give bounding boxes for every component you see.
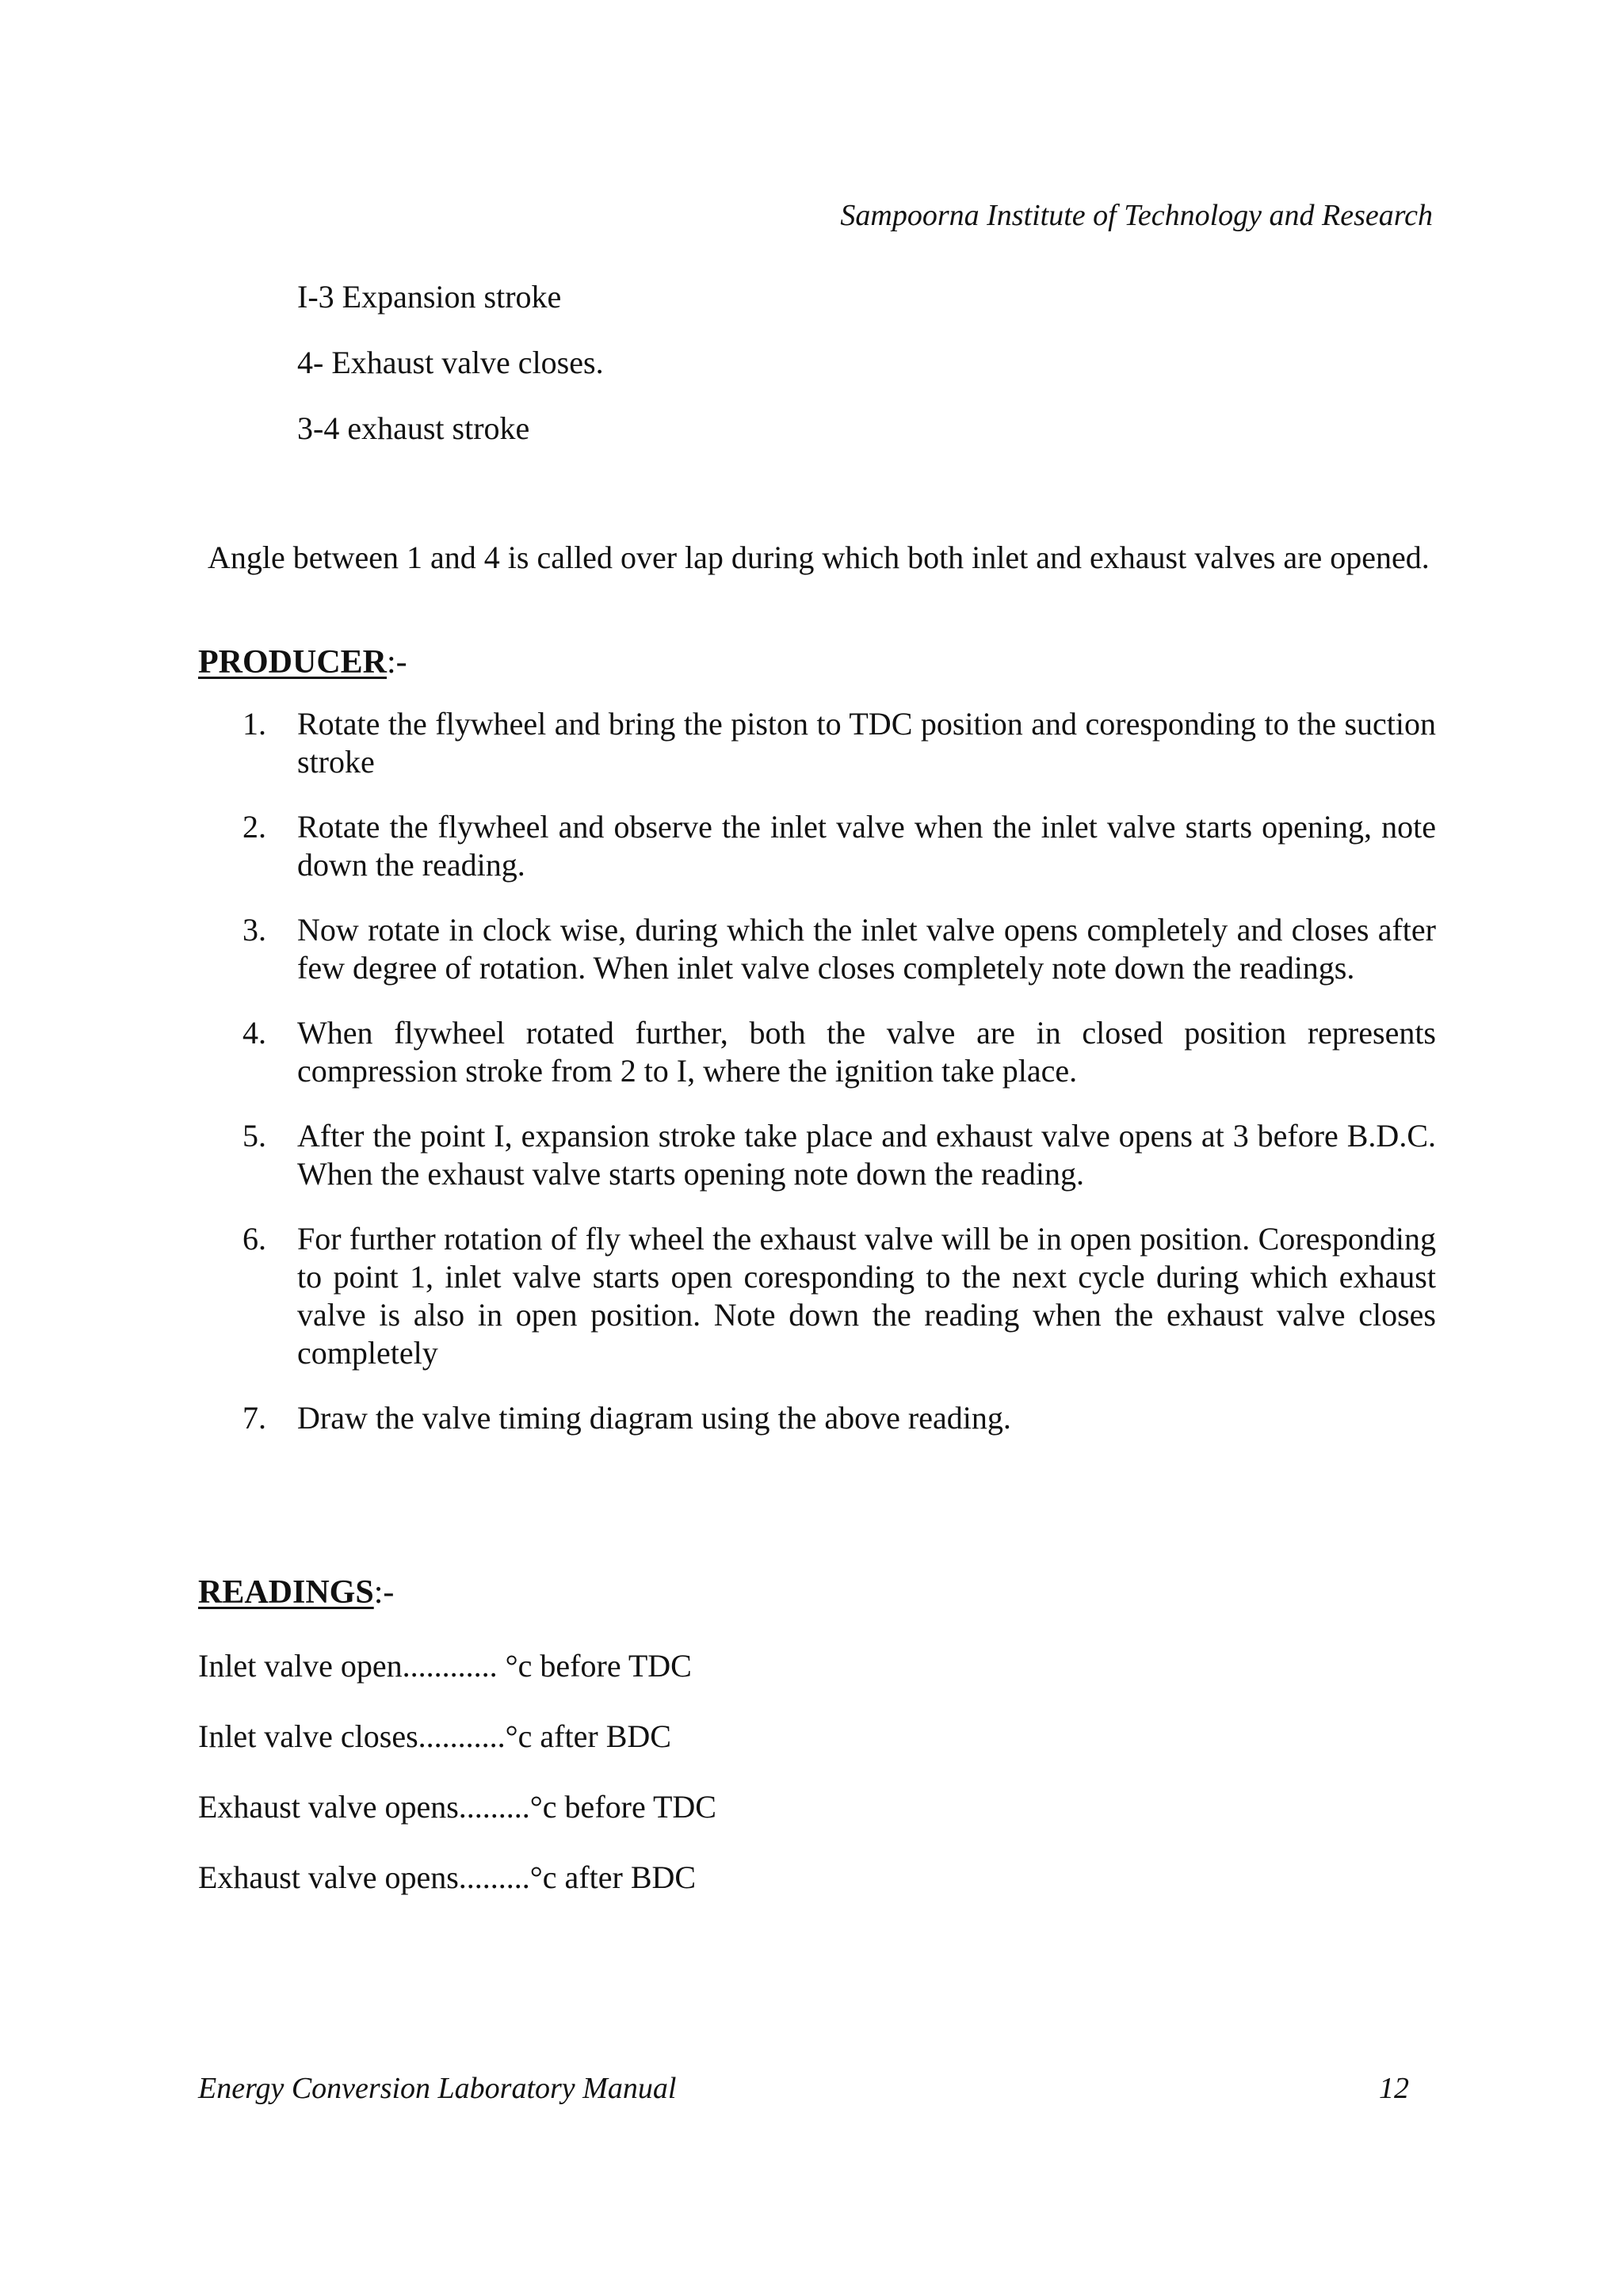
step-number: 4.	[242, 1015, 266, 1051]
step-text: When flywheel rotated further, both the valve are in closed position represents compression stroke from 2 to I, where the ignition take place.	[297, 1015, 1436, 1089]
step-text: Rotate the flywheel and observe the inlet valve when the inlet valve starts opening, note down the reading.	[297, 809, 1436, 883]
procedure-step	[198, 1399, 1436, 1437]
step-number: 7.	[242, 1400, 266, 1436]
reading-line: Inlet valve closes...........°c after BDC	[198, 1718, 671, 1754]
reading-line: Exhaust valve opens.........°c before TDC	[198, 1789, 716, 1825]
step-number: 5.	[242, 1118, 266, 1154]
running-header: Sampoorna Institute of Technology and Research	[840, 199, 1433, 232]
procedure-step	[198, 911, 1436, 987]
step-text: Rotate the flywheel and bring the piston to TDC position and coresponding to the suction stroke	[297, 706, 1436, 780]
step-number: 6.	[242, 1221, 266, 1257]
procedure-step	[198, 1220, 1436, 1372]
step-number: 1.	[242, 706, 266, 742]
stroke-line: 4- Exhaust valve closes.	[297, 345, 604, 380]
overlap-paragraph: Angle between 1 and 4 is called over lap during which both inlet and exhaust valves are opened.	[208, 540, 1430, 575]
procedure-step	[198, 808, 1436, 884]
procedure-heading-text: PRODUCER	[198, 644, 387, 681]
readings-heading-text: READINGS	[198, 1574, 374, 1611]
readings-heading-suffix: :-	[373, 1574, 395, 1611]
stroke-line: 3-4 exhaust stroke	[297, 410, 530, 446]
reading-line: Exhaust valve opens.........°c after BDC	[198, 1859, 697, 1895]
page-number: 12	[1379, 2072, 1409, 2105]
procedure-step	[198, 705, 1436, 781]
procedure-heading	[198, 642, 407, 683]
reading-line: Inlet valve open............ °c before TDC	[198, 1648, 692, 1684]
step-text: Draw the valve timing diagram using the above reading.	[297, 1400, 1011, 1436]
procedure-step	[198, 1014, 1436, 1090]
procedure-steps	[198, 705, 1436, 1464]
step-text: For further rotation of fly wheel the exhaust valve will be in open position. Coresponding to point 1, inlet valve starts open coresponding to the next cycle during which exhaust valve is also in open position. Note down the reading when the exhaust valve closes completely	[297, 1221, 1436, 1371]
step-text: After the point I, expansion stroke take place and exhaust valve opens at 3 before B.D.C. When the exhaust valve starts opening note down the reading.	[297, 1118, 1436, 1192]
procedure-step	[198, 1117, 1436, 1193]
step-number: 3.	[242, 912, 266, 948]
procedure-heading-suffix: :-	[387, 644, 407, 681]
stroke-line: I-3 Expansion stroke	[297, 279, 562, 315]
step-text: Now rotate in clock wise, during which the inlet valve opens completely and closes after few degree of rotation. When inlet valve closes completely note down the readings.	[297, 912, 1436, 986]
footer-manual-title: Energy Conversion Laboratory Manual	[198, 2072, 677, 2105]
readings-heading	[198, 1572, 394, 1613]
step-number: 2.	[242, 809, 266, 845]
